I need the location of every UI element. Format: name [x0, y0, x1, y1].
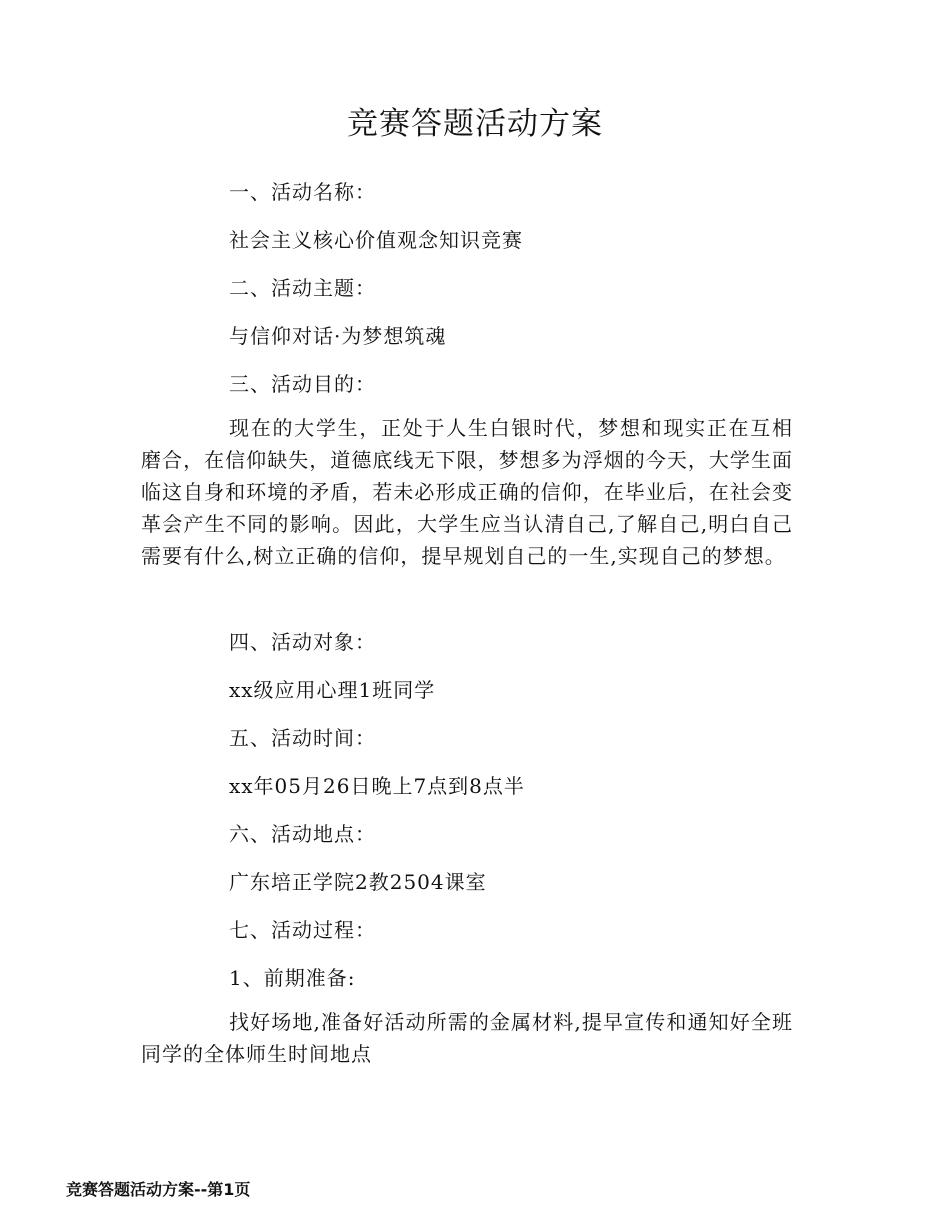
section-content-theme: 与信仰对话·为梦想筑魂 [229, 324, 447, 348]
section-content-target: xx级应用心理1班同学 [229, 678, 436, 702]
document-title: 竞赛答题活动方案 [347, 106, 603, 142]
section-heading-location: 六、活动地点： [229, 822, 376, 846]
section-heading-purpose: 三、活动目的： [229, 372, 376, 396]
section-heading-theme: 二、活动主题： [229, 276, 376, 300]
section-content-preparation: 找好场地,准备好活动所需的金属材料,提早宣传和通知好全班同学的全体师生时间地点 [141, 1010, 793, 1066]
section-content-time: xx年05月26日晚上7点到8点半 [229, 774, 525, 798]
section-heading-time: 五、活动时间： [229, 726, 376, 750]
page-footer: 竞赛答题活动方案--第1页 [66, 1180, 251, 1199]
section-content-location: 广东培正学院2教2504课室 [229, 870, 487, 894]
section-content-purpose: 现在的大学生，正处于人生白银时代，梦想和现实正在互相磨合，在信仰缺失，道德底线无下限，梦想多为浮烟的今天，大学生面临这自身和环境的矛盾，若未必形成正确的信仰，在毕业后，在社会变革会产生不同的影响。因此，大学生应当认清自己,了解自己,明白自己需要有什么,树立正确的信仰，提早规划自己的一生,实现自己的梦想。 [141, 416, 793, 568]
section-heading-process: 七、活动过程： [229, 918, 376, 942]
section-subheading-preparation: 1、前期准备: [229, 966, 356, 990]
section-heading-name: 一、活动名称： [229, 180, 376, 204]
section-heading-target: 四、活动对象： [229, 630, 376, 654]
section-content-name: 社会主义核心价值观念知识竞赛 [229, 228, 523, 252]
